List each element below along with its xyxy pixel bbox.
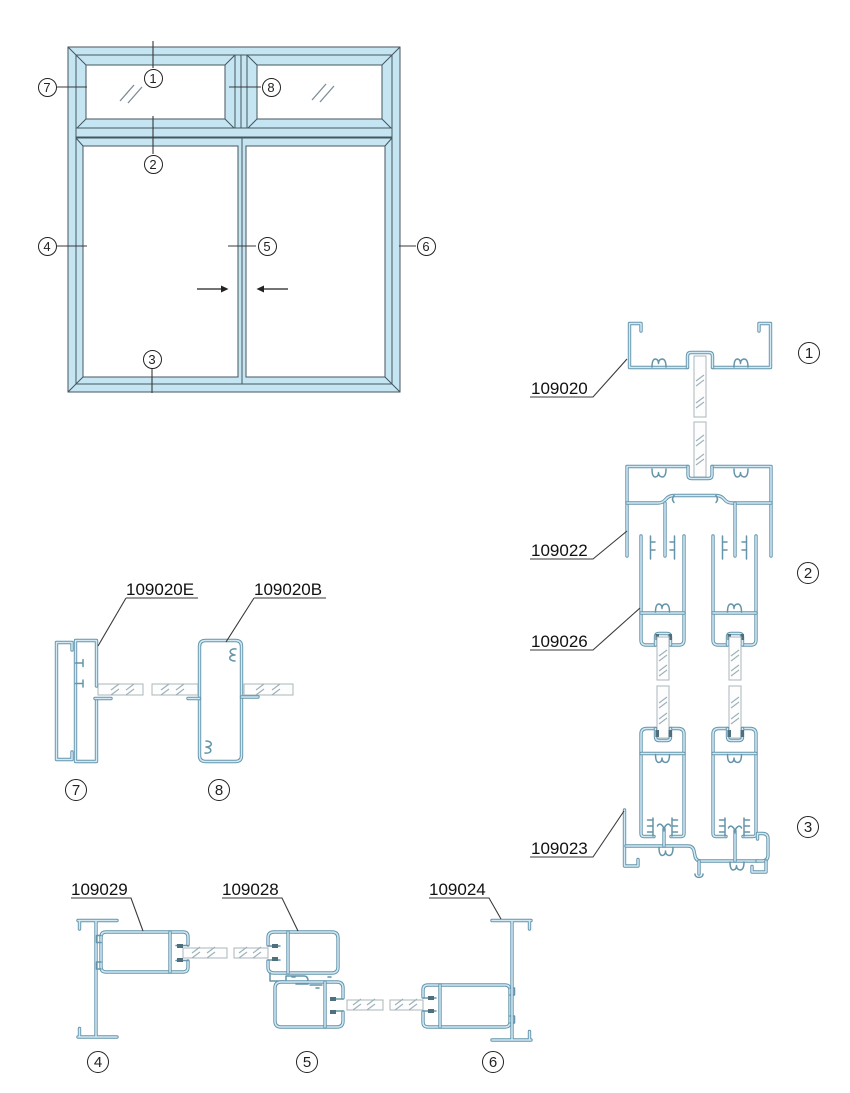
vertical-section-drawing	[530, 324, 771, 878]
section-callout-5: 5	[296, 1051, 318, 1073]
left-jamb-profile	[78, 921, 117, 1038]
elevation-callout-8: 8	[262, 78, 281, 97]
part-label-jamb: 109024	[429, 880, 486, 899]
horizontal-section-drawing	[71, 898, 531, 1040]
meeting-stiles-109028	[268, 932, 343, 1027]
glass-hatch-left	[120, 85, 142, 103]
right-sash-stile	[423, 985, 515, 1027]
part-label-transom: 109022	[531, 541, 588, 560]
elevation-callout-7: 7	[38, 78, 57, 97]
part-label-transom-jamb: 109020E	[126, 580, 195, 599]
transom-horizontal-section-drawing	[57, 598, 327, 762]
section-callout-6: 6	[482, 1051, 504, 1073]
elevation-callout-1: 1	[144, 69, 163, 88]
right-jamb-profile-109024	[492, 921, 531, 1041]
transom-profile-109022	[627, 467, 771, 557]
window-elevation-drawing	[57, 41, 416, 393]
part-label-head: 109020	[531, 379, 588, 398]
part-label-meeting-stile: 109028	[222, 880, 279, 899]
section-callout-7: 7	[65, 779, 87, 801]
elevation-callout-4: 4	[38, 237, 57, 256]
sash-stile-109029	[97, 932, 189, 972]
part-label-transom-mullion: 109020B	[254, 580, 323, 599]
section-callout-4: 4	[87, 1051, 109, 1073]
transom-mullion-109020B	[188, 641, 258, 762]
elevation-callout-5: 5	[258, 237, 277, 256]
sash-bottom-rails	[641, 729, 756, 837]
transom-bar	[76, 128, 392, 137]
elevation-callout-3: 3	[143, 350, 162, 369]
section-callout-2: 2	[797, 562, 819, 584]
glass-hatch-right	[312, 84, 334, 102]
transom-jamb-109020E	[57, 641, 112, 762]
elevation-callout-6: 6	[417, 237, 436, 256]
section-callout-8: 8	[208, 779, 230, 801]
section-callout-1: 1	[798, 342, 820, 364]
elevation-callout-2: 2	[144, 155, 163, 174]
part-label-sash-stile: 109029	[71, 880, 128, 899]
part-label-sill: 109023	[531, 839, 588, 858]
sash-top-rails-109026	[641, 536, 756, 645]
part-label-sash-rail: 109026	[531, 632, 588, 651]
section-callout-3: 3	[797, 816, 819, 838]
transom-mullion	[235, 55, 241, 129]
